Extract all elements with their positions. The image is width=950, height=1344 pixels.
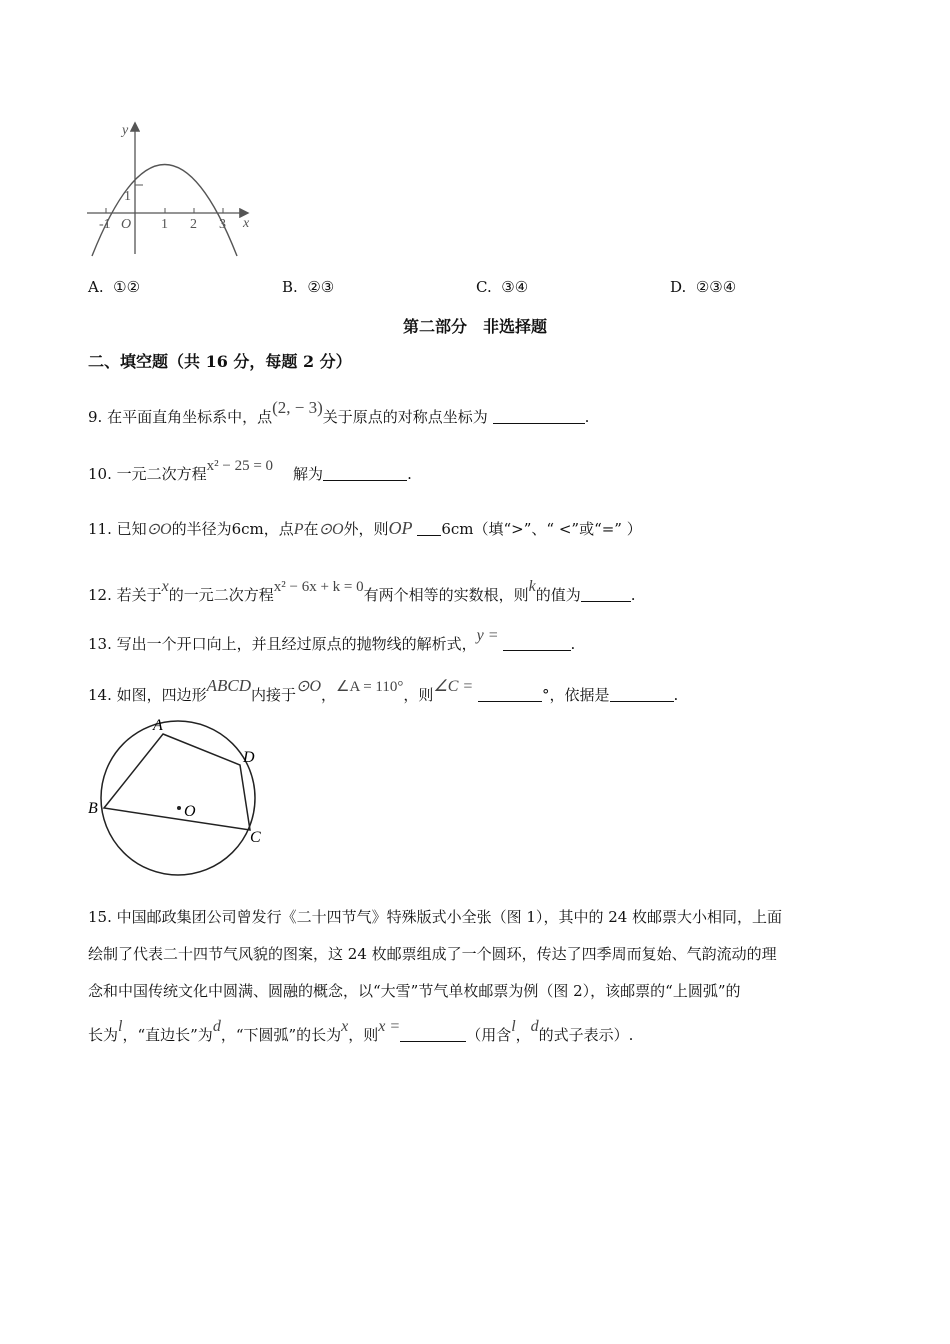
answer-blank[interactable] (417, 521, 441, 536)
option-letter: A. (88, 278, 104, 296)
option-b[interactable] (282, 278, 334, 296)
question-13 (88, 627, 575, 654)
x-axis-label: x (243, 216, 250, 231)
q-text: ，则 (348, 1026, 379, 1044)
part-title: 第二部分 非选择题 (402, 317, 547, 336)
q-text: 11. 已知 (88, 520, 147, 538)
question-15-line-1: 15. 中国邮政集团公司曾发行《二十四节气》特殊版式小全张（图 1），其中的 24 枚邮票大小相同，上面 (88, 908, 783, 926)
question-15-line-2: 绘制了代表二十四节气风貌的图案，这 24 枚邮票组成了一个圆环，传达了四季周而复始、气韵流动的理 (88, 945, 777, 963)
answer-blank[interactable] (493, 409, 585, 424)
parabola-graph (85, 118, 255, 260)
q-text: . (407, 465, 412, 483)
tick-label: 1 (161, 217, 168, 232)
option-letter: B. (282, 278, 298, 296)
q-text: ，则 (403, 686, 434, 704)
math: y = (476, 627, 499, 644)
math: k (528, 578, 536, 595)
q-text: ，“直边长”为 (122, 1026, 213, 1044)
tick-label: -1 (99, 217, 111, 232)
q-text: . (570, 635, 576, 653)
option-text: ①② (113, 278, 141, 296)
q-text: 在 (303, 520, 319, 538)
option-a[interactable] (88, 278, 140, 296)
option-letter: D. (670, 278, 687, 296)
q-text: 解为 (293, 465, 324, 483)
math: ∠C = (433, 678, 474, 695)
q-text: °，依据是 (541, 686, 610, 704)
q-text: 14. 如图，四边形 (88, 686, 207, 704)
math: (2, − 3) (272, 398, 323, 417)
math: ∠A = 110° (336, 679, 404, 695)
math: x (341, 1018, 349, 1035)
vertex-label: D (243, 749, 255, 766)
q-text: 9. 在平面直角坐标系中，点 (88, 408, 273, 426)
q-text: . (630, 586, 636, 604)
q-text: . (584, 408, 590, 426)
q-text: 的半径为6cm，点 (171, 520, 294, 538)
math: l (118, 1018, 123, 1035)
circle-o (101, 721, 255, 875)
quadrilateral-abcd (104, 734, 250, 830)
question-12 (88, 578, 636, 605)
q-text: 13. 写出一个开口向上，并且经过原点的抛物线的解析式， (88, 635, 477, 653)
math: OP (388, 518, 413, 538)
vertex-label: A (153, 717, 163, 734)
q-text: 内接于 (251, 686, 297, 704)
math: P (293, 521, 304, 538)
question-11 (88, 518, 642, 539)
math: ⊙O (146, 521, 172, 538)
section-title: 二、填空题（共 16 分，每题 2 分） (88, 352, 352, 371)
inscribed-quadrilateral-figure (85, 712, 275, 877)
question-15-line-4 (88, 1018, 633, 1045)
tick-label: 2 (190, 217, 197, 232)
q-text: 关于原点的对称点坐标为 (322, 408, 488, 426)
math: ⊙O (318, 521, 344, 538)
center-point (177, 806, 181, 810)
question-9 (88, 398, 589, 427)
vertex-label: B (88, 800, 98, 817)
answer-blank[interactable] (610, 687, 674, 702)
y-axis-label: y (122, 123, 129, 138)
q-text: 的式子表示）. (538, 1026, 634, 1044)
option-d[interactable] (670, 278, 736, 296)
q-text: ， (515, 1026, 531, 1044)
option-letter: C. (476, 278, 492, 296)
q-text: . (673, 686, 679, 704)
answer-blank[interactable] (323, 466, 407, 481)
option-text: ③④ (501, 278, 529, 296)
origin-label: O (121, 217, 132, 232)
tick-label: 1 (124, 189, 131, 204)
answer-blank[interactable] (503, 636, 571, 651)
q-text: 长为 (88, 1026, 119, 1044)
math: x² − 6x + k = 0 (273, 579, 364, 595)
q-text: 的值为 (535, 586, 581, 604)
math: x (161, 578, 169, 595)
q-text: 10. 一元二次方程 (88, 465, 207, 483)
option-text: ②③ (307, 278, 335, 296)
answer-blank[interactable] (478, 687, 542, 702)
tick-label: 3 (219, 217, 226, 232)
q-text: 12. 若关于 (88, 586, 162, 604)
q-text: 外，则 (343, 520, 389, 538)
math: l (511, 1018, 516, 1035)
answer-blank[interactable] (400, 1027, 466, 1042)
q-text: ，“下圆弧”的长为 (220, 1026, 342, 1044)
math: ABCD (206, 676, 252, 695)
q-text: ， (321, 686, 337, 704)
math: x = (378, 1018, 401, 1035)
math: ⊙O (296, 678, 321, 695)
center-label: O (184, 803, 196, 820)
question-10 (88, 458, 412, 484)
math: d (530, 1018, 539, 1035)
answer-blank[interactable] (581, 587, 631, 602)
q-text: 的一元二次方程 (168, 586, 274, 604)
vertex-label: C (250, 829, 261, 846)
question-14 (88, 676, 678, 705)
math: d (212, 1018, 221, 1035)
q-text: 6cm（填“>”、“ <”或“=” ） (441, 520, 642, 538)
question-15-line-3: 念和中国传统文化中圆满、圆融的概念，以“大雪”节气单枚邮票为例（图 2），该邮票的“上圆弧”的 (88, 982, 741, 1000)
option-c[interactable] (476, 278, 528, 296)
option-text: ②③④ (695, 278, 737, 296)
math: x² − 25 = 0 (206, 458, 274, 474)
q-text: （用含 (466, 1026, 512, 1044)
q-text: 有两个相等的实数根，则 (363, 586, 529, 604)
